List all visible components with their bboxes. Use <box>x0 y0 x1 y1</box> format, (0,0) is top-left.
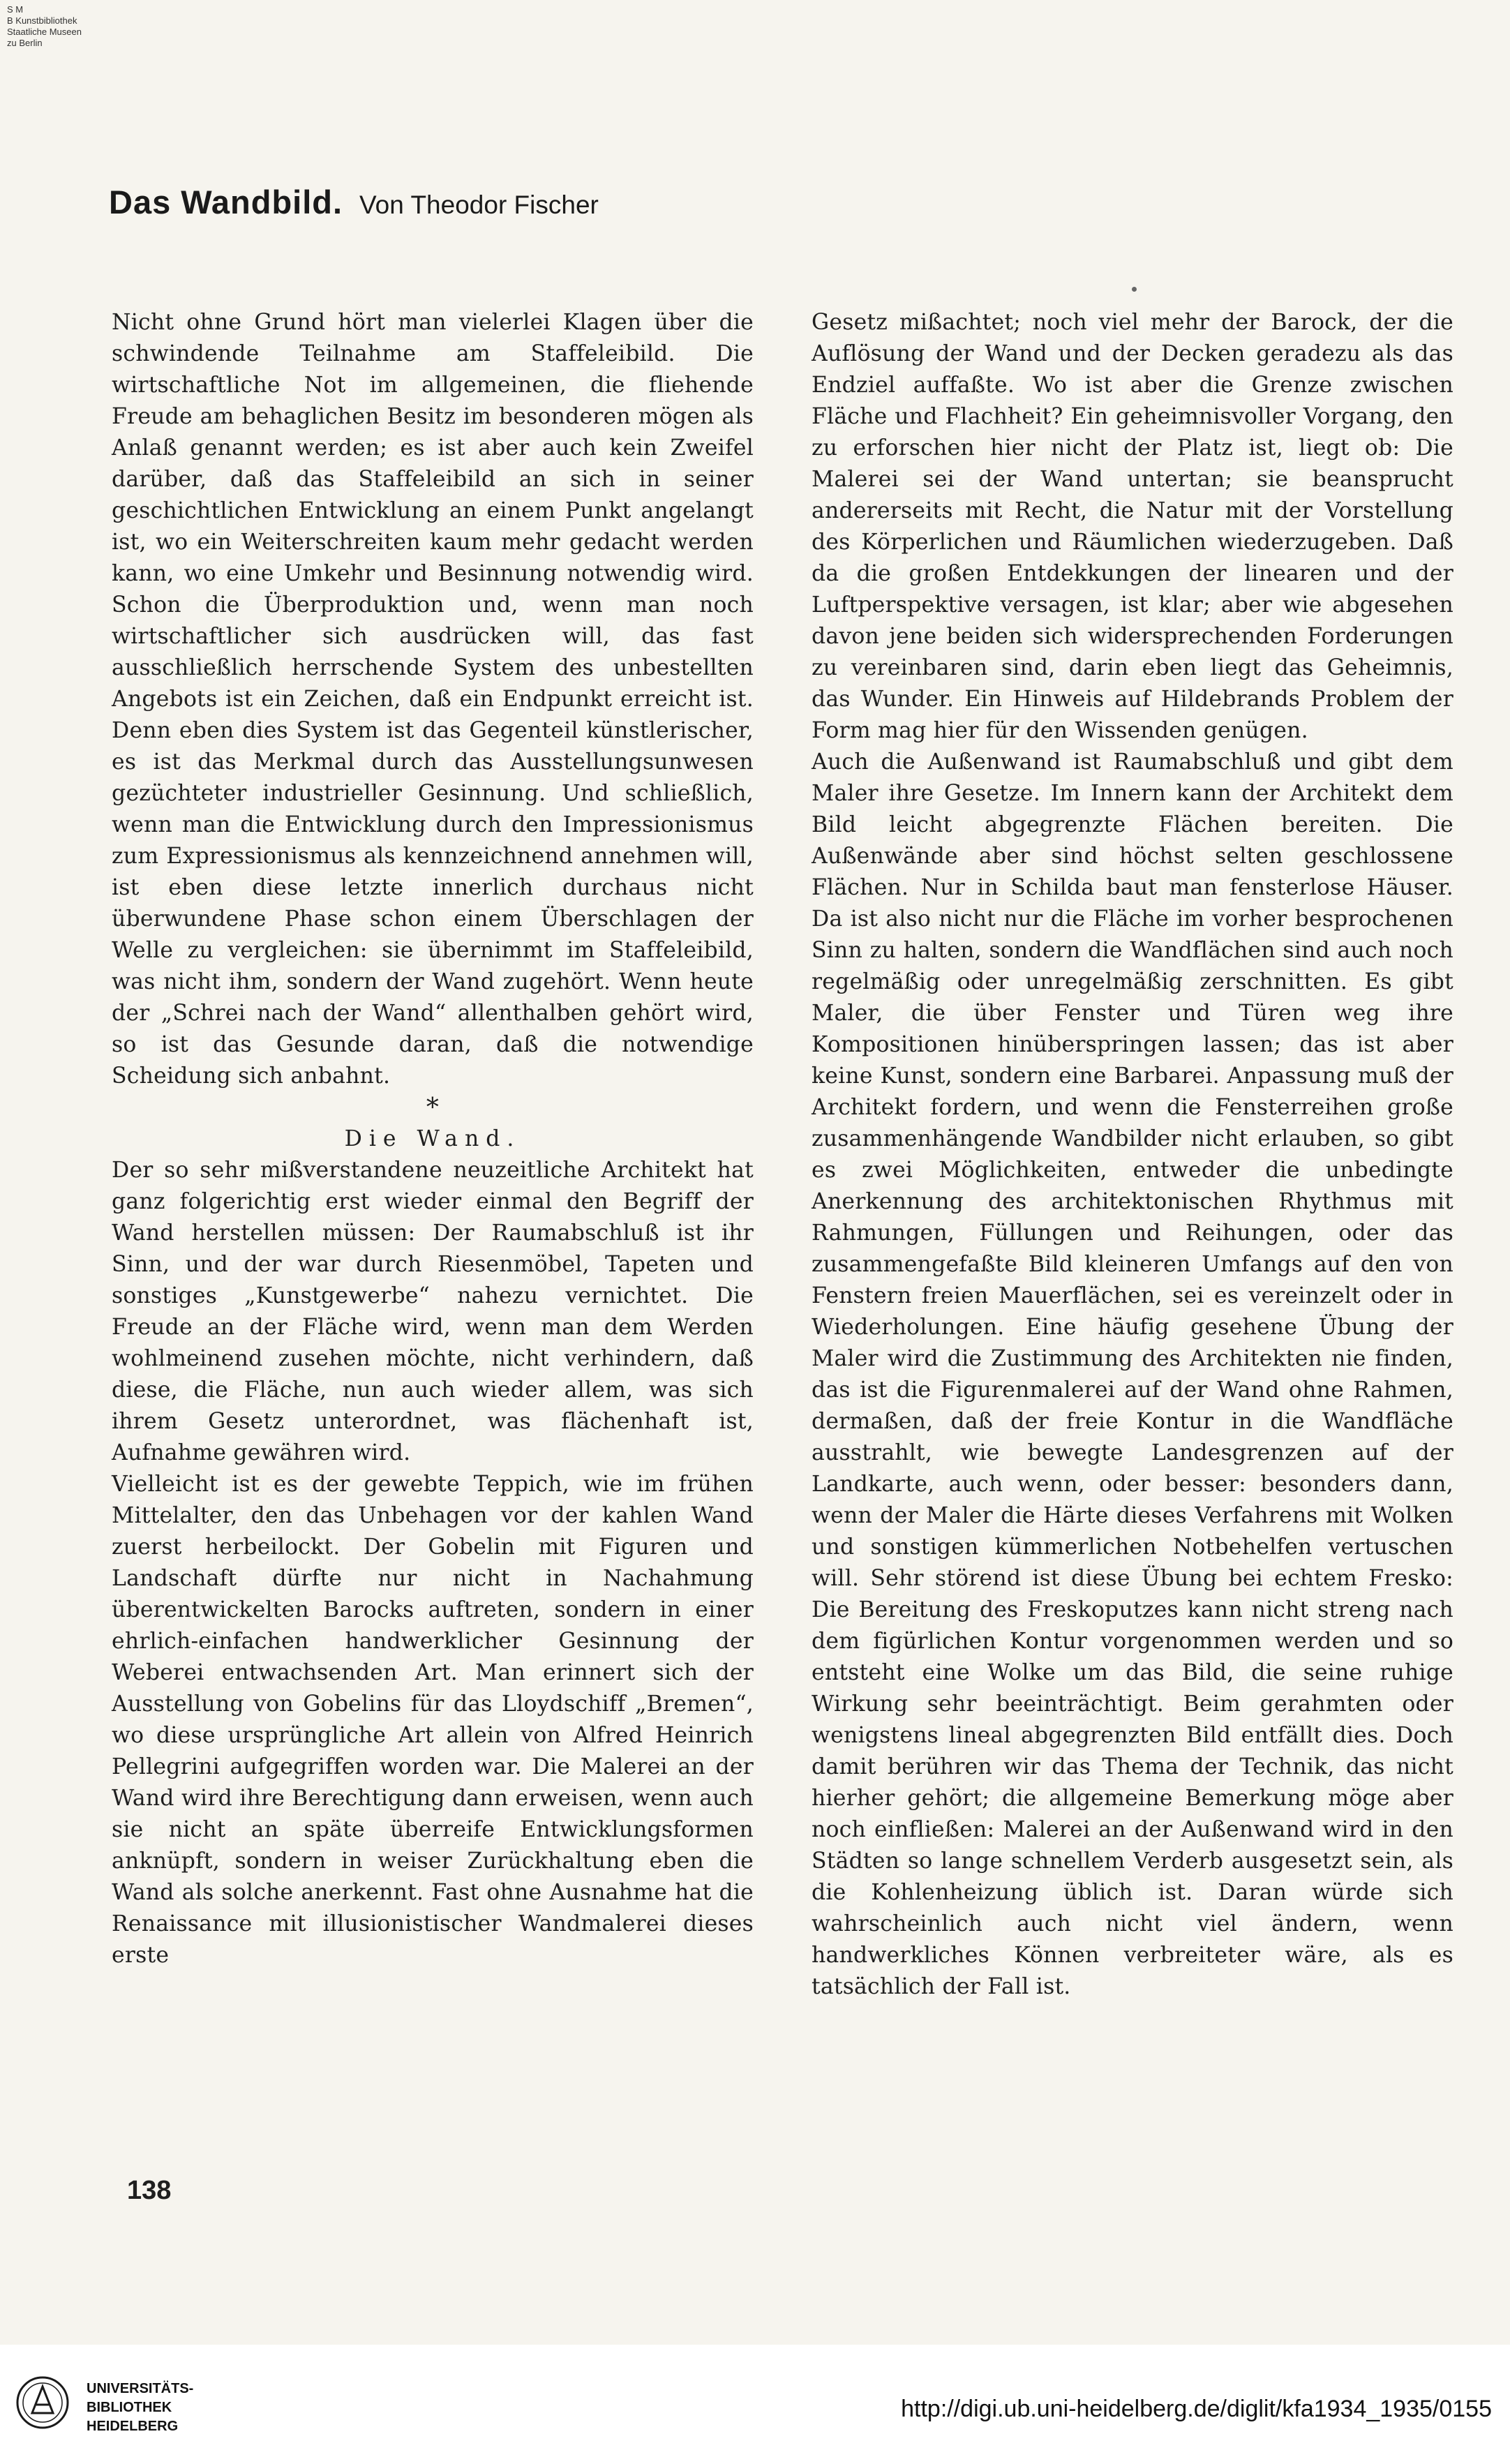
library-name-line: HEIDELBERG <box>87 2419 179 2434</box>
section-heading: Die Wand. <box>344 1126 521 1151</box>
article-heading <box>109 183 599 221</box>
library-name <box>87 2380 193 2436</box>
paragraph: Gesetz mißachtet; noch viel mehr der Barock, der die Auflösung der Wand und der Decken geradezu als das Endziel auffaßte. Wo ist aber die Grenze zwischen Fläche und Flachheit? Ein geheimnisvoller Vorgang, den zu erforschen hier nicht der Platz ist, liegt ob: Die Malerei sei der Wand untertan; sie beansprucht andererseits mit Recht, die Natur mit der Vorstellung des Körperlichen und Räumlichen wiederzugeben. Daß da die großen Entdekkungen der linearen und der Luftperspektive versagen, ist klar; aber wie abgesehen davon jene beiden sich widersprechenden Forderungen zu vereinbaren sind, darin eben liegt das Geheimnis, das Wunder. Ein Hinweis auf Hildebrands Problem der Form mag hier für den Wissenden genügen. <box>812 310 1453 743</box>
library-stamp <box>7 4 82 49</box>
article-byline: Von Theodor Fischer <box>359 191 599 219</box>
stamp-line: S M <box>7 4 24 15</box>
stamp-line: B Kunstbibliothek <box>7 15 77 26</box>
print-speck <box>1132 287 1137 292</box>
library-name-line: BIBLIOTHEK <box>87 2400 172 2415</box>
source-url-link[interactable]: http://digi.ub.uni-heidelberg.de/diglit/kfa1934_1935/0155 <box>901 2396 1492 2422</box>
paragraph: Der so sehr mißverstandene neuzeitliche Architekt hat ganz folgerichtig erst wieder einmal den Begriff der Wand herstellen müssen: Der Raumabschluß ist ihr Sinn, und der war durch Riesenmöbel, Tapeten und sonstiges „Kunstgewerbe“ nahezu vernichtet. Die Freude an der Fläche wird, wenn man dem Werden wohlmeinend zusehen möchte, nicht verhindern, daß diese, die Fläche, nun auch wieder allem, was sich ihrem Gesetz unterordnet, was flächenhaft ist, Aufnahme gewähren wird. <box>112 1158 754 1465</box>
stamp-line: zu Berlin <box>7 38 43 48</box>
paragraph: Auch die Außenwand ist Raumabschluß und gibt dem Maler ihre Gesetze. Im Innern kann der Architekt dem Bild leicht abgegrenzte Flächen bereiten. Die Außenwände aber sind höchst selten geschlossene Flächen. Nur in Schilda baut man fensterlose Häuser. Da ist also nicht nur die Fläche im vorher besprochenen Sinn zu halten, sondern die Wandflächen sind auch noch regelmäßig oder unregelmäßig zerschnitten. Es gibt Maler, die über Fenster und Türen weg ihre Kompositionen hinüberspringen lassen; das ist aber keine Kunst, sondern eine Barbarei. Anpassung muß der Architekt fordern, und wenn die Fensterreihen große zusammenhängende Wandbilder nicht erlauben, so gibt es zwei Möglichkeiten, entweder die unbedingte Anerkennung des architektonischen Rhythmus mit Rahmungen, Füllungen und Reihungen, oder das zusammengefaßte Bild kleineren Umfangs auf den von Fenstern freien Mauerflächen, sei es vereinzelt oder in Wiederholungen. Eine häufig gesehene Übung der Maler wird die Zustimmung des Architekten nie finden, das ist die Figurenmalerei auf der Wand ohne Rahmen, dermaßen, daß der freie Kontur in die Wandfläche ausstrahlt, wie bewegte Landesgrenzen auf der Landkarte, auch wenn, oder besser: besonders dann, wenn der Maler die Härte dieses Verfahrens mit Wolken und sonstigen kümmerlichen Notbehelfen vertuschen will. Sehr störend ist diese Übung bei echtem Fresko: Die Bereitung des Freskoputzes kann nicht streng nach dem figürlichen Kontur vorgenommen werden und so entsteht eine Wolke um das Bild, die seine ruhige Wirkung sehr beeinträchtigt. Beim gerahmten oder wenigstens lineal abgegrenzten Bild entfällt dies. Doch damit berühren wir das Thema der Technik, das nicht hierher gehört; die allgemeine Bemerkung möge aber noch einfließen: Malerei an der Außenwand wird in den Städten so lange schnellem Verderb ausgesetzt sein, als die Kohlenheizung üblich ist. Daran würde sich wahrscheinlich auch nicht viel ändern, wenn handwerkliches Können verbreiteter wäre, als es tatsächlich der Fall ist. <box>812 749 1453 1999</box>
university-seal-icon <box>15 2368 70 2437</box>
left-column <box>112 307 754 1971</box>
section-divider-asterisk: * <box>426 1093 440 1122</box>
paragraph: Vielleicht ist es der gewebte Teppich, wie im frühen Mittelalter, den das Unbehagen vor der kahlen Wand zuerst herbeilockt. Der Gobelin mit Figuren und Landschaft dürfte nur nicht in Nachahmung überentwickelten Barocks auftreten, sondern in einer ehrlich-einfachen handwerklicher Gesinnung der Weberei entwachsenden Art. Man erinnert sich der Ausstellung von Gobelins für das Lloydschiff „Bremen“, wo diese ursprüngliche Art allein von Alfred Heinrich Pellegrini aufgegriffen worden war. Die Malerei an der Wand wird ihre Berechtigung dann erweisen, wenn auch sie nicht an späte überreife Entwicklungsformen anknüpft, sondern in weiser Zurückhaltung eben die Wand als solche anerkennt. Fast ohne Ausnahme hat die Renaissance mit illusionistischer Wandmalerei dieses erste <box>112 1472 754 1968</box>
page-number: 138 <box>127 2176 172 2205</box>
paragraph: Nicht ohne Grund hört man vielerlei Klagen über die schwindende Teilnahme am Staffeleibild. Die wirtschaftliche Not im allgemeinen, die fliehende Freude am behaglichen Besitz im besonderen mögen als Anlaß genannt werden; es ist aber auch kein Zweifel darüber, daß das Staffeleibild an sich in seiner geschichtlichen Entwicklung an einem Punkt angelangt ist, wo ein Weiterschreiten kaum mehr gedacht werden kann, wo eine Umkehr und Besinnung notwendig wird. Schon die Überproduktion und, wenn man noch wirtschaftlicher sich ausdrücken will, das fast ausschließlich herrschende System des unbestellten Angebots ist ein Zeichen, daß ein Endpunkt erreicht ist. Denn eben dies System ist das Gegenteil künstlerischer, es ist das Merkmal durch das Ausstellungsunwesen gezüchteter industrieller Gesinnung. Und schließlich, wenn man die Entwicklung durch den Impressionismus zum Expressionismus als kennzeichnend annehmen will, ist eben diese letzte innerlich durchaus nicht überwundene Phase schon einem Überschlagen der Welle zu vergleichen: sie übernimmt im Staffeleibild, was nicht ihm, sondern der Wand zugehört. Wenn heute der „Schrei nach der Wand“ allenthalben gehört wird, so ist das Gesunde daran, daß die notwendige Scheidung sich anbahnt. <box>112 310 754 1089</box>
right-column <box>812 307 1453 2003</box>
article-title: Das Wandbild. <box>109 184 343 221</box>
stamp-line: Staatliche Museen <box>7 27 82 37</box>
library-name-line: UNIVERSITÄTS- <box>87 2381 194 2396</box>
